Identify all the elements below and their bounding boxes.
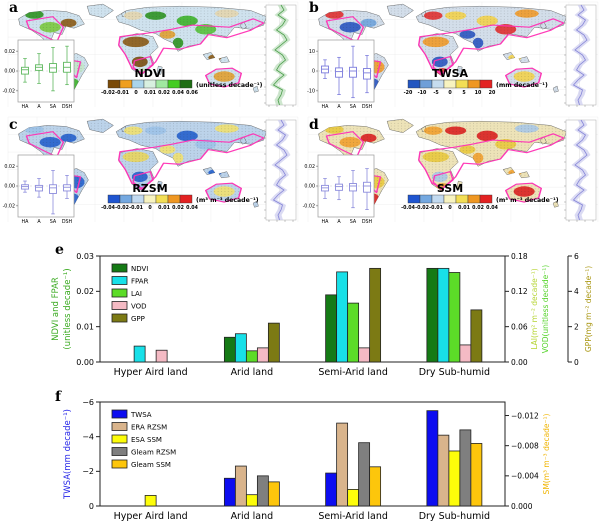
right-ytick-label: −0.008 — [511, 441, 539, 451]
colorbar-segment — [468, 195, 480, 203]
colorbar-tick: -0.01 — [115, 91, 129, 96]
bar-gpp — [370, 268, 381, 362]
colorbar-unit: (m³ m⁻³ decade⁻¹) — [496, 197, 559, 204]
colorbar-tick: -0.04 — [401, 206, 415, 211]
inset-xtick-label: DSH — [61, 105, 73, 110]
inset-ytick-label: 0.02 — [4, 164, 15, 170]
category-label: Hyper Aird land — [113, 511, 188, 522]
right1-ytick-label: 0.00 — [511, 357, 528, 367]
inset-xtick-label: HA — [321, 220, 329, 225]
colorbar-tick: -10 — [417, 91, 427, 96]
colorbar-tick: 0 — [134, 91, 138, 96]
gpp-ytick-label: 0 — [574, 357, 579, 367]
colorbar-tick: 0.01 — [158, 206, 170, 211]
panel-letter-f: f — [55, 389, 62, 405]
category-label: Hyper Aird land — [113, 367, 188, 378]
legend-label: NDVI — [131, 265, 149, 273]
ssm-map-canvas — [300, 115, 600, 234]
right-ytick-label: −0.012 — [511, 411, 539, 421]
inset-ytick-label: 0.02 — [304, 164, 315, 170]
legend-swatch — [112, 435, 127, 443]
bar-fpar — [134, 346, 145, 362]
right-ytick-label: −0.004 — [511, 471, 539, 481]
colorbar-tick: 0.02 — [472, 206, 484, 211]
bar-ndvi — [427, 268, 438, 362]
colorbar-segment — [468, 80, 480, 88]
box — [64, 185, 71, 191]
box — [22, 67, 29, 74]
legend-label: LAI — [131, 290, 142, 298]
bar-era-rzsm — [438, 435, 449, 506]
legend-swatch — [112, 264, 127, 272]
category-label: Semi-Arid land — [318, 511, 388, 522]
bar-gleam-ssm — [370, 467, 381, 506]
colorbar-tick: 20 — [488, 91, 496, 96]
inset-xtick-label: A — [37, 220, 41, 225]
inset-ytick-label: 0.00 — [4, 184, 15, 190]
colorbar-segment — [456, 195, 468, 203]
panel-d-ssm-map — [300, 115, 600, 234]
bar-vod — [156, 350, 167, 362]
bar-fpar — [235, 334, 246, 362]
colorbar-segment — [108, 195, 120, 203]
colorbar-segment — [120, 195, 132, 203]
gpp-axis-label: GPP(mg m⁻² decade⁻¹) — [584, 265, 593, 353]
legend-swatch — [112, 423, 127, 431]
right1-ytick-label: 0.06 — [511, 322, 528, 332]
box — [336, 68, 343, 77]
colorbar-segment — [420, 80, 432, 88]
colorbar-tick: 0.01 — [144, 91, 156, 96]
bar-gleam-rzsm — [257, 476, 268, 506]
category-label: Arid land — [230, 367, 274, 378]
bar-lai — [449, 272, 460, 362]
bar-vod — [359, 348, 370, 362]
inset-ytick-label: -0.02 — [2, 89, 15, 95]
f-left-axis-label: TWSA(mm decade⁻¹) — [63, 409, 73, 499]
bar-gleam-ssm — [471, 443, 482, 506]
map-title: NDVI — [134, 67, 166, 80]
bar-gpp — [268, 323, 279, 362]
colorbar-tick: 0.06 — [186, 91, 198, 96]
left-ytick-label: 0.01 — [76, 322, 94, 332]
gpp-ytick-label: 2 — [574, 322, 579, 332]
inset-ytick-label: -0.02 — [2, 204, 15, 210]
colorbar-tick: -0.02 — [415, 206, 429, 211]
category-label: Arid land — [230, 511, 274, 522]
box — [36, 185, 43, 191]
inset-xtick-label: HA — [21, 105, 29, 110]
legend-swatch — [112, 289, 127, 297]
legend-swatch — [112, 314, 127, 322]
bar-vod — [460, 345, 471, 362]
panel-letter-d: d — [309, 117, 319, 133]
e-left-axis-label: NDVI and FPAR — [51, 277, 61, 341]
colorbar-tick: 10 — [474, 91, 482, 96]
colorbar-unit: (m³ m⁻³ decade⁻¹) — [196, 197, 259, 204]
colorbar-segment — [144, 80, 156, 88]
colorbar-segment — [120, 80, 132, 88]
left-ytick-label: −4 — [82, 432, 94, 442]
e-left-axis-label: (unitless decade⁻¹) — [63, 268, 73, 350]
inset-xtick-label: A — [337, 105, 341, 110]
colorbar-tick: 0 — [448, 206, 452, 211]
bar-esa-ssm — [246, 495, 257, 506]
colorbar-segment — [108, 80, 120, 88]
legend-swatch — [112, 302, 127, 310]
ndvi-map-canvas — [0, 0, 300, 119]
inset-xtick-label: DSH — [61, 220, 73, 225]
bar-lai — [348, 303, 359, 362]
colorbar-segment — [432, 195, 444, 203]
right1-ytick-label: 0.18 — [511, 251, 528, 261]
colorbar-tick: -0.01 — [129, 206, 143, 211]
bar-esa-ssm — [145, 495, 156, 506]
right-ytick-label: 0.000 — [511, 501, 533, 511]
twsa-map-canvas — [300, 0, 600, 119]
inset-xtick-label: SA — [49, 220, 57, 225]
vegetation-trends-chart — [0, 238, 600, 388]
colorbar-tick: -5 — [433, 91, 439, 96]
inset-ytick-label: -10 — [307, 89, 315, 95]
panel-letter-c: c — [9, 117, 18, 133]
bar-gpp — [471, 310, 482, 362]
map-title: TWSA — [431, 67, 469, 80]
water-trends-chart — [0, 388, 600, 526]
left-ytick-label: 0 — [88, 501, 94, 511]
left-ytick-label: −6 — [82, 397, 94, 407]
colorbar-segment — [168, 80, 180, 88]
colorbar-segment — [408, 195, 420, 203]
bar-ndvi — [224, 337, 235, 362]
inset-ytick-label: 0.00 — [304, 184, 315, 190]
colorbar-tick: 0.04 — [486, 206, 498, 211]
colorbar-tick: 0.02 — [172, 206, 184, 211]
inset-ytick-label: -0.02 — [302, 204, 315, 210]
panel-letter-e: e — [55, 242, 64, 258]
legend-swatch — [112, 448, 127, 456]
colorbar-tick: 0.02 — [158, 91, 170, 96]
colorbar-segment — [408, 80, 420, 88]
left-ytick-label: 0.00 — [76, 357, 94, 367]
right1-ytick-label: 0.12 — [511, 287, 528, 297]
bar-gleam-rzsm — [359, 443, 370, 506]
legend-label: ESA SSM — [131, 436, 162, 444]
colorbar-segment — [180, 80, 192, 88]
colorbar-tick: 0.01 — [458, 206, 470, 211]
bar-ndvi — [326, 295, 337, 362]
bar-gleam-rzsm — [460, 430, 471, 506]
bar-lai — [246, 351, 257, 362]
gpp-ytick-label: 4 — [574, 287, 579, 297]
bar-vod — [257, 348, 268, 362]
sm-axis-label: SM(m³ m⁻³ decade⁻¹) — [542, 413, 551, 495]
panel-f-water-barchart — [0, 388, 600, 526]
bar-era-rzsm — [235, 466, 246, 506]
inset-xtick-label: A — [37, 105, 41, 110]
category-label: Dry Sub-humid — [418, 367, 491, 378]
colorbar-tick: -0.01 — [429, 206, 443, 211]
category-label: Semi-Arid land — [318, 367, 388, 378]
bar-twsa — [427, 411, 438, 506]
colorbar-segment — [456, 80, 468, 88]
legend-swatch — [112, 410, 127, 418]
inset-ytick-label: 0 — [311, 69, 315, 75]
gpp-ytick-label: 6 — [574, 251, 579, 261]
colorbar-tick: 0.04 — [172, 91, 184, 96]
box — [50, 185, 57, 194]
panel-a-ndvi-map — [0, 0, 300, 119]
inset-ytick-label: 0.02 — [4, 49, 15, 55]
left-ytick-label: 0.02 — [76, 287, 94, 297]
colorbar-segment — [432, 80, 444, 88]
lai-axis-label: LAI(m² m⁻² decade⁻¹) — [530, 268, 539, 350]
left-ytick-label: −2 — [82, 467, 94, 477]
colorbar-segment — [156, 195, 168, 203]
colorbar-unit: (mm decade⁻¹) — [496, 82, 548, 89]
inset-xtick-label: SA — [349, 105, 357, 110]
panel-letter-b: b — [309, 0, 319, 16]
box — [336, 184, 343, 190]
legend-label: Gleam SSM — [131, 461, 171, 469]
inset-xtick-label: A — [337, 220, 341, 225]
bar-esa-ssm — [449, 451, 460, 506]
colorbar-tick: 0 — [148, 206, 152, 211]
legend-swatch — [112, 277, 127, 285]
colorbar-segment — [168, 195, 180, 203]
bar-esa-ssm — [348, 489, 359, 506]
legend-swatch — [112, 460, 127, 468]
legend-label: ERA RZSM — [131, 423, 168, 432]
map-title: SSM — [436, 182, 464, 195]
colorbar-segment — [420, 195, 432, 203]
inset-xtick-label: HA — [321, 105, 329, 110]
panel-c-rzsm-map — [0, 115, 300, 234]
colorbar-tick: -20 — [403, 91, 413, 96]
legend-label: TWSA — [131, 411, 152, 419]
inset-xtick-label: HA — [21, 220, 29, 225]
bar-gleam-ssm — [268, 482, 279, 506]
colorbar-segment — [156, 80, 168, 88]
bar-era-rzsm — [337, 423, 348, 506]
inset-ytick-label: 0.00 — [4, 69, 15, 75]
colorbar-segment — [480, 80, 492, 88]
colorbar-tick: -0.04 — [101, 206, 115, 211]
bar-twsa — [326, 473, 337, 506]
colorbar-segment — [444, 80, 456, 88]
legend-label: FPAR — [131, 277, 149, 286]
map-title: RZSM — [132, 182, 168, 195]
bar-fpar — [438, 268, 449, 362]
colorbar-tick: 0 — [448, 91, 452, 96]
panel-e-vegetation-barchart — [0, 238, 600, 388]
inset-xtick-label: DSH — [361, 105, 373, 110]
bar-fpar — [337, 272, 348, 362]
inset-ytick-label: 10 — [308, 49, 315, 55]
inset-xtick-label: SA — [49, 105, 57, 110]
colorbar-segment — [480, 195, 492, 203]
inset-xtick-label: DSH — [361, 220, 373, 225]
box — [364, 182, 371, 192]
colorbar-segment — [132, 195, 144, 203]
colorbar-tick: 0.04 — [186, 206, 198, 211]
box — [350, 184, 357, 191]
colorbar-segment — [144, 195, 156, 203]
colorbar-tick: -0.02 — [115, 206, 129, 211]
colorbar-tick: -0.02 — [101, 91, 115, 96]
colorbar-tick: 5 — [462, 91, 466, 96]
panel-b-twsa-map — [300, 0, 600, 119]
legend-label: VOD — [131, 302, 147, 311]
box — [364, 69, 371, 80]
panel-letter-a: a — [9, 0, 19, 16]
colorbar-segment — [444, 195, 456, 203]
category-label: Dry Sub-humid — [418, 511, 491, 522]
legend-label: GPP — [131, 315, 145, 323]
legend-label: Gleam RZSM — [131, 448, 177, 457]
inset-xtick-label: SA — [349, 220, 357, 225]
box — [350, 67, 357, 77]
bar-twsa — [224, 478, 235, 506]
rzsm-map-canvas — [0, 115, 300, 234]
left-ytick-label: 0.03 — [76, 251, 94, 261]
colorbar-segment — [132, 80, 144, 88]
vod-axis-label: VOD(unitless decade⁻¹) — [541, 264, 550, 354]
colorbar-segment — [180, 195, 192, 203]
colorbar-unit: (unitless decade⁻¹) — [196, 82, 263, 89]
